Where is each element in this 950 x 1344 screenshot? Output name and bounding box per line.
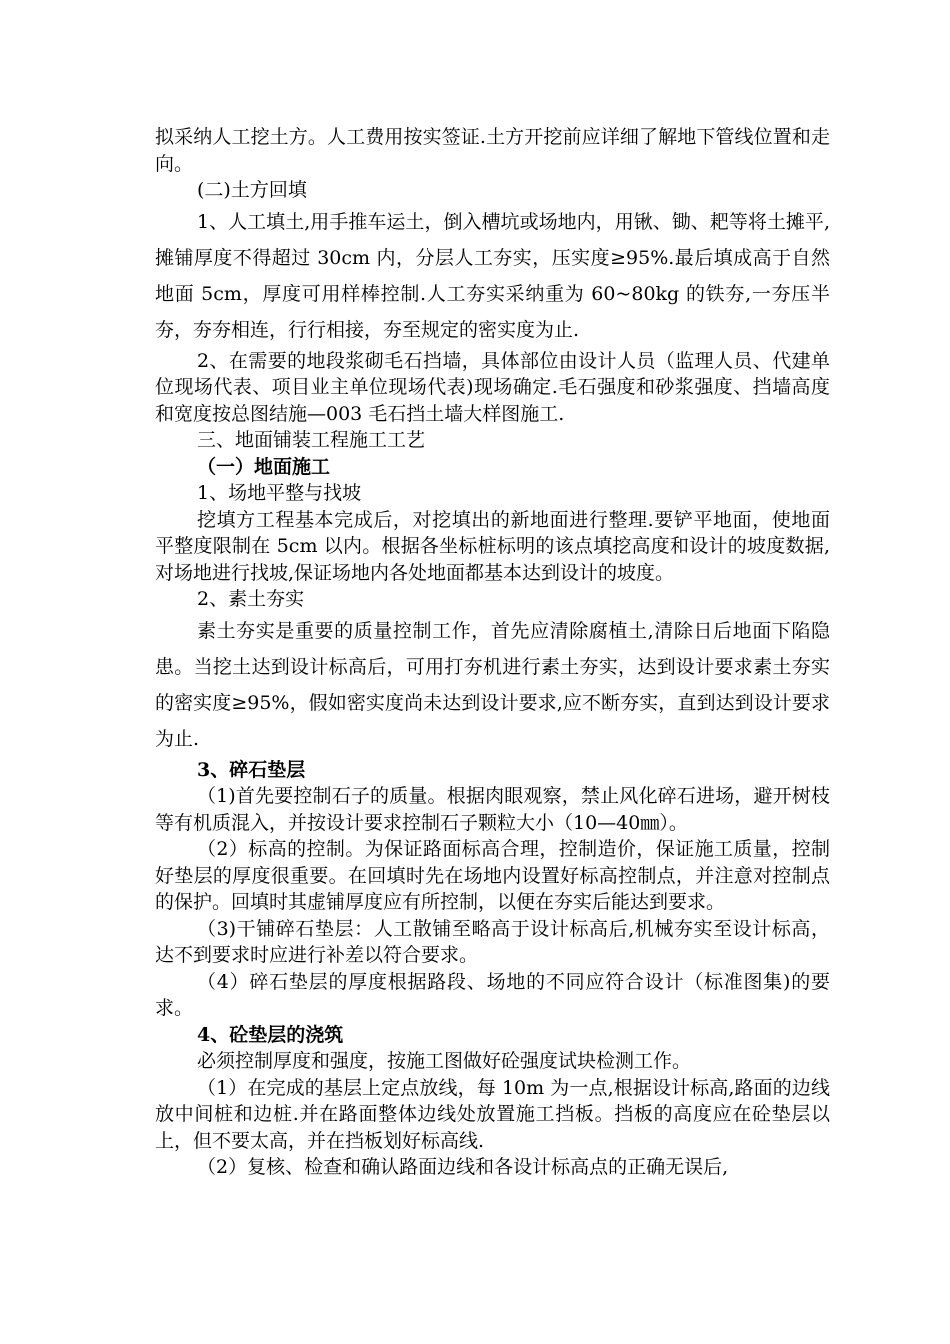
paragraph-gravel-thickness: （4）碎石垫层的厚度根据路段、场地的不同应符合设计（标准图集)的要求。 [155,970,830,1019]
document-body [155,124,830,1181]
heading-soil-compaction: 2、素土夯实 [197,588,305,610]
paragraph-gravel-quality: （1)首先要控制石子的质量。根据肉眼观察，禁止风化碎石进场，避开树枝等有机质混入，并按设计要求控制石子颗粒大小（10—40㎜）。 [155,785,830,834]
heading-gravel-cushion: 3、碎石垫层 [197,758,306,781]
heading-concrete-cushion: 4、砼垫层的浇筑 [197,1023,344,1046]
paragraph-site-leveling: 挖填方工程基本完成后，对挖填出的新地面进行整理.要铲平地面，使地面平整度限制在 5cm 以内。根据各坐标桩标明的该点填挖高度和设计的坡度数据,对场地进行找坡,保证场地内各处地面都基本达到设计的坡度。 [155,508,830,584]
heading-ground-construction: （一）地面施工 [197,455,331,478]
paragraph-manual-fill: 1、人工填土,用手推车运土，倒入槽坑或场地内，用锹、锄、耙等将土摊平,摊铺厚度不得超过 30cm 内，分层人工夯实，压实度≥95%.最后填成高于自然地面 5cm，厚度可用样棒控制.人工夯实采纳重为 60~80kg 的铁夯,一夯压半夯，夯夯相连，行行相接，夯至规定的密实度为止. [155,210,830,341]
paragraph-setting-out: （1）在完成的基层上定点放线，每 10m 为一点,根据设计标高,路面的边线放中间桩和边桩.并在路面整体边线处放置施工挡板。挡板的高度应在砼垫层以上，但不要太高，并在挡板划好标高线. [155,1076,830,1152]
paragraph-verification: （2）复核、检查和确认路面边线和各设计标高点的正确无误后, [197,1156,729,1178]
paragraph-elevation-control: （2）标高的控制。为保证路面标高合理，控制造价，保证施工质量，控制好垫层的厚度很重要。在回填时先在场地内设置好标高控制点，并注意对控制点的保护。回填时其虚铺厚度应有所控制，以便在夯实后能达到要求。 [155,838,830,913]
paragraph-dry-gravel: （3)干铺碎石垫层：人工散铺至略高于设计标高后,机械夯实至设计标高，达不到要求时应进行补差以符合要求。 [155,917,830,966]
paragraph-excavation-end: 拟采纳人工挖土方。人工费用按实签证.土方开挖前应详细了解地下管线位置和走向。 [155,126,830,175]
paragraph-concrete-control: 必须控制厚度和强度，按施工图做好砼强度试块检测工作。 [197,1050,692,1072]
paragraph-rubble-wall: 2、在需要的地段浆砌毛石挡墙，具体部位由设计人员（监理人员、代建单位现场代表、项目业主单位现场代表)现场确定.毛石强度和砂浆强度、挡墙高度和宽度按总图结施—003 毛石挡土墙大样图施工. [155,349,830,425]
heading-section-three: 三、地面铺装工程施工工艺 [197,429,426,451]
heading-site-leveling: 1、场地平整与找坡 [197,482,362,504]
paragraph-soil-compaction: 素土夯实是重要的质量控制工作，首先应清除腐植土,清除日后地面下陷隐患。当挖土达到设计标高后，可用打夯机进行素土夯实，达到设计要求素土夯实的密实度≥95%，假如密实度尚未达到设计要求,应不断夯实，直到达到设计要求为止. [155,619,830,750]
heading-earth-backfill: (二)土方回填 [197,179,307,201]
